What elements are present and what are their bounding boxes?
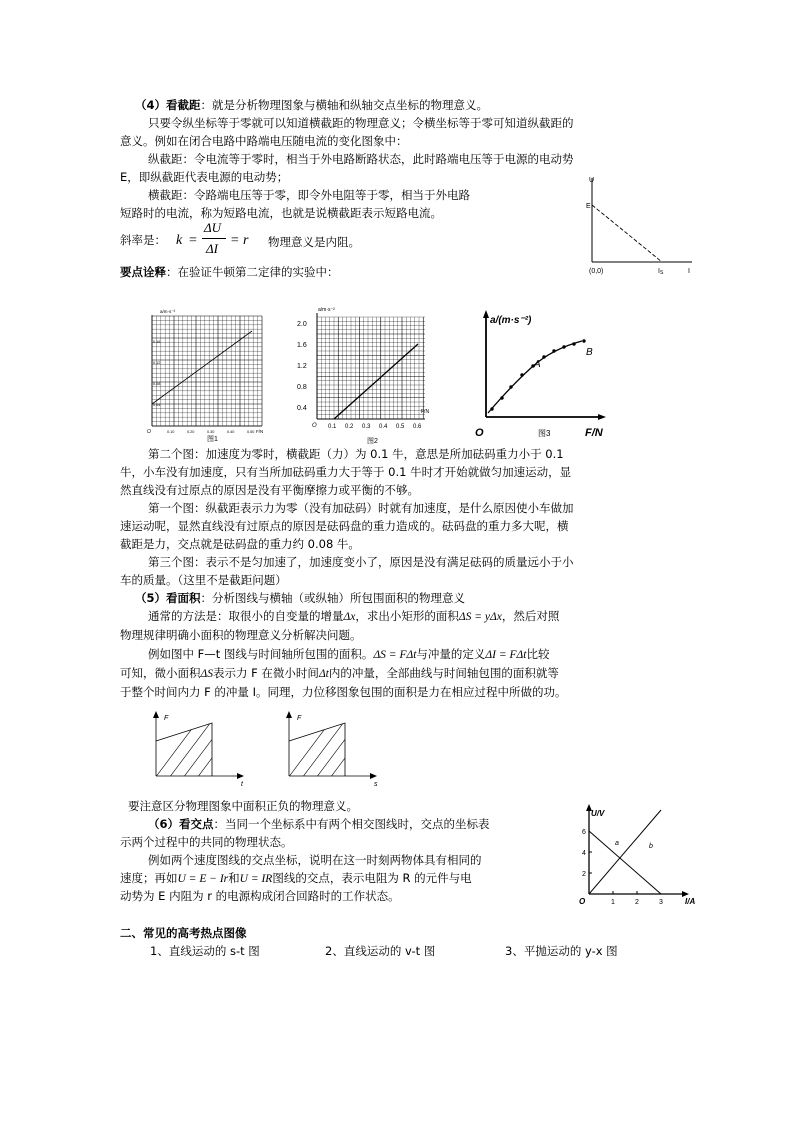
section4-line3: 纵截距：令电流等于零时，相当于外电路断路状态，此时路端电压等于电源的电动势 <box>148 152 574 166</box>
section6-line4: 动势为 E 内阻为 r 的电源构成闭合回路时的工作状态。 <box>120 889 400 903</box>
intersection-xlabel: I/A <box>685 897 696 906</box>
ui-graph-e-label: E <box>586 203 591 210</box>
figure1-ytick-3: 0.08 <box>153 382 161 386</box>
figure1-ytick-2: 0.12 <box>153 361 161 365</box>
line-b <box>589 810 661 894</box>
section5-line4: 可知，微小面积ΔS表示力 F 在微小时间Δt内的冲量，全部曲线与时间轴包围的面积就等 <box>120 666 559 680</box>
figure2-xtick-4: 0.4 <box>379 424 388 430</box>
intersection-label-a: a <box>615 840 619 847</box>
figure1-xtick-4: 0.40 <box>227 430 235 434</box>
fs-graph-ylabel: F <box>297 715 302 722</box>
section6-intro: ：当同一个坐标系中有两个相交图线时，交点的坐标表 <box>213 817 490 831</box>
intersection-ytick-4: 4 <box>582 850 586 857</box>
figure1-caption: 图1 <box>207 436 218 443</box>
key-note <box>120 266 339 280</box>
section6-line3: 速度；再如U = E − Ir和U = IR图线的交点，表示电阻为 R 的元件与电 <box>120 871 472 885</box>
section4-heading <box>135 99 488 113</box>
figure1-line <box>152 331 252 404</box>
explanation-line4: 第一个图：纵截距表示力为零（没有加砝码）时就有加速度，是什么原因使小车做加 <box>148 501 574 515</box>
explanation-line1: 第二个图：加速度为零时，横截距（力）为 0.1 牛，意思是所加砝码重力小于 0.1 <box>148 447 564 461</box>
figure2-xtick-6: 0.6 <box>413 424 422 430</box>
intersection-xtick-2: 2 <box>635 899 639 906</box>
fs-graph <box>273 708 393 793</box>
section4-line5: 横截距：令路端电压等于零，即令外电阻等于零，相当于外电路 <box>148 188 470 202</box>
ft-graph <box>140 708 260 793</box>
section4-title: （4）看截距 <box>135 98 201 112</box>
intersection-ylabel: U/V <box>591 809 605 818</box>
section6-line2: 例如两个速度图线的交点坐标，说明在这一时刻两物体具有相同的 <box>148 853 482 867</box>
figure3-graph <box>472 305 612 445</box>
figure2-caption: 图2 <box>367 438 378 445</box>
section6-title: （6）看交点 <box>148 817 214 831</box>
figure3-xlabel: F/N <box>585 427 603 439</box>
ui-graph-is-label: IS <box>658 268 664 276</box>
figure2-xtick-5: 0.5 <box>396 424 405 430</box>
figure3-caption: 图3 <box>538 429 551 438</box>
intersection-label-b: b <box>649 843 653 850</box>
figure2-ytick-5: 0.4 <box>297 405 307 412</box>
figure1-xtick-5: 0.50 <box>247 430 255 434</box>
intersection-ytick-6: 6 <box>582 829 586 836</box>
figure3-point-b: B <box>586 347 593 358</box>
figure1-xlabel: F/N <box>256 429 264 434</box>
section2-item3: 3、平抛运动的 y-x 图 <box>505 944 618 958</box>
explanation-line6: 截距是力，交点就是砝码盘的重力约 0.08 牛。 <box>120 537 360 551</box>
section5-line1: 通常的方法是：取很小的自变量的增量Δx，求出小矩形的面积ΔS = yΔx，然后对照 <box>148 609 560 623</box>
figure2-ytick-1: 2.0 <box>297 321 307 328</box>
section4-line4: E，即纵截距代表电源的电动势； <box>120 170 289 184</box>
slope-denominator: ΔI <box>206 241 218 256</box>
key-note-label: 要点诠释 <box>120 265 166 279</box>
figure2-ytick-2: 1.6 <box>297 342 307 349</box>
section6-line1: 示两个过程中的共同的物理状态。 <box>120 835 293 849</box>
figure3-ylabel: a/(m·s⁻²) <box>490 315 532 326</box>
explanation-line8: 车的质量。（这里不是截距问题） <box>120 573 287 587</box>
explanation-line7: 第三个图：表示不是匀加速了，加速度变小了，原因是没有满足砝码的质量远小于小 <box>148 555 574 569</box>
figure2-xtick-3: 0.3 <box>362 424 371 430</box>
explanation-line2: 牛，小车没有加速度，只有当所加砝码重力大于等于 0.1 牛时才开始就做匀加速运动，显 <box>120 465 572 479</box>
ft-graph-ylabel: F <box>164 715 169 722</box>
area-sign-note: 要注意区分物理图象中面积正负的物理意义。 <box>128 799 358 813</box>
slope-equals: = <box>189 233 197 248</box>
ui-graph <box>580 170 700 280</box>
section5-heading <box>135 592 465 606</box>
intersection-graph <box>575 798 705 910</box>
figure3-origin: O <box>475 427 484 439</box>
section4-line1: 只要令纵坐标等于零就可以知道横截距的物理意义；令横坐标等于零可知道纵截距的 <box>148 116 574 130</box>
ft-graph-xlabel: t <box>241 781 243 788</box>
section4-line2: 意义。例如在闭合电路中路端电压随电流的变化图象中： <box>120 134 408 148</box>
section4-intro: ：就是分析物理图象与横轴和纵轴交点坐标的物理意义。 <box>200 98 489 112</box>
fraction-bar <box>202 238 226 239</box>
section5-line2: 物理规律明确小面积的物理意义分析解决问题。 <box>120 628 362 642</box>
intersection-xtick-3: 3 <box>659 899 663 906</box>
explanation-line5: 速运动呢，显然直线没有过原点的原因是砝码盘的重力造成的。砝码盘的重力多大呢，横 <box>120 519 569 533</box>
intersection-origin: O <box>579 897 586 906</box>
intersection-xtick-1: 1 <box>611 899 615 906</box>
fs-graph-xlabel: s <box>374 781 378 788</box>
figure1-xtick-1: 0.10 <box>167 430 175 434</box>
slope-rhs: = r <box>230 233 249 248</box>
figure1-graph <box>140 305 268 443</box>
figure2-xtick-2: 0.2 <box>345 424 354 430</box>
section5-line5: 于整个时间内力 F 的冲量 I。同理，力位移图象包围的面积是力在相应过程中所做的功。 <box>120 685 567 699</box>
figure2-ytick-4: 0.8 <box>297 384 307 391</box>
slope-label: 斜率是： <box>120 233 166 247</box>
ui-graph-xlabel: I <box>688 268 690 275</box>
slope-meaning: 物理意义是内阻。 <box>268 235 360 249</box>
figure2-xtick-1: 0.1 <box>328 424 337 430</box>
slope-k: k <box>176 233 183 248</box>
section5-line3: 例如图中 F—t 图线与时间轴所包围的面积。ΔS = FΔt与冲量的定义ΔI = FΔt比较 <box>148 647 550 661</box>
intersection-ytick-2: 2 <box>582 871 586 878</box>
figure1-xtick-2: 0.20 <box>187 430 195 434</box>
section4-line6: 短路时的电流，称为短路电流，也就是说横截距表示短路电流。 <box>120 206 442 220</box>
figure1-ytick-1: 0.16 <box>153 340 161 344</box>
figure1-xtick-3: 0.30 <box>207 430 215 434</box>
figure2-ylabel: a/m·s⁻² <box>318 307 335 313</box>
section2-item2: 2、直线运动的 v-t 图 <box>325 944 436 958</box>
figure1-ylabel: a/m·s⁻² <box>160 309 176 314</box>
figure2-grid <box>317 317 425 419</box>
figure1-origin: O <box>147 429 151 435</box>
figure2-xlabel: F/N <box>421 409 430 415</box>
slope-numerator: ΔU <box>204 220 222 235</box>
key-note-text: ：在验证牛顿第二定律的实验中： <box>166 265 339 279</box>
ui-graph-origin: (0,0) <box>589 268 604 275</box>
figure1-ytick-4: 0.04 <box>153 403 161 407</box>
figure2-origin: O <box>312 423 317 429</box>
figure2-ytick-3: 1.2 <box>297 363 307 370</box>
ui-graph-ylabel: U <box>589 177 595 184</box>
figure1-grid <box>152 316 262 426</box>
section2-item1: 1、直线运动的 s-t 图 <box>150 944 260 958</box>
section5-title: （5）看面积 <box>135 591 201 605</box>
section5-intro: ：分析图线与横轴（或纵轴）所包围面积的物理意义 <box>200 591 466 605</box>
figure2-graph <box>293 303 433 445</box>
section6-heading <box>148 818 490 832</box>
section2-title: 二、常见的高考热点图像 <box>120 926 247 940</box>
explanation-line3: 然直线没有过原点的原因是没有平衡摩擦力或平衡的不够。 <box>120 483 419 497</box>
figure3-point-a: A <box>534 359 541 370</box>
line-a <box>589 831 661 894</box>
